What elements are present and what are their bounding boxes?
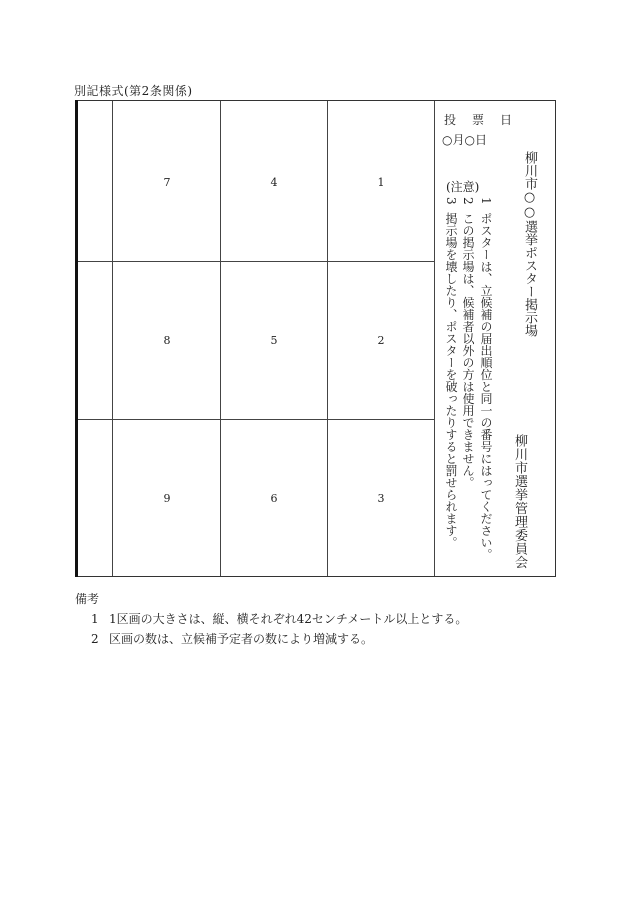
poster-slot-6: 6 [270, 492, 278, 505]
remark-text: 区画の数は、立候補予定者の数により増減する。 [109, 632, 374, 646]
poster-slot-4: 4 [270, 176, 278, 189]
poster-slot-9: 9 [163, 492, 171, 505]
board-title: 柳川市○○選挙ポスター掲示場 [522, 151, 537, 337]
remarks-section [75, 589, 467, 649]
poster-slot-5: 5 [270, 334, 278, 347]
poster-slot-1: 1 [377, 176, 385, 189]
grid-line [434, 101, 435, 576]
form-heading: 別記様式(第2条関係) [74, 84, 193, 98]
notice-2 [461, 197, 475, 488]
remark-text: 1区画の大きさは、縦、横それぞれ42センチメートル以上とする。 [109, 612, 468, 626]
grid-line [76, 261, 435, 262]
issuer-name: 柳川市選挙管理委員会 [512, 434, 527, 569]
remark-number: 1 [91, 612, 99, 626]
remark-item [75, 609, 467, 629]
poster-slot-2: 2 [377, 334, 385, 347]
notice-1-text: ポスターは、立候補の届出順位と同一の番号にはってください。 [479, 212, 493, 561]
notice-title: (注意) [446, 180, 480, 194]
poster-slot-8: 8 [163, 334, 171, 347]
notice-3-text: 掲示場を壊したり、ポスターを破ったりすると罰せられます。 [444, 212, 458, 549]
vote-date-value: ○月○日 [442, 133, 487, 147]
notice-1-number: 1 [479, 197, 493, 205]
notice-1 [479, 197, 493, 560]
notice-2-number: 2 [461, 197, 475, 205]
poster-board [75, 100, 556, 577]
poster-slot-7: 7 [163, 176, 171, 189]
notice-3-number: 3 [444, 197, 458, 205]
remark-item [75, 629, 467, 649]
poster-slot-3: 3 [377, 492, 385, 505]
notice-2-text: この掲示場は、候補者以外の方は使用できません。 [461, 212, 475, 489]
remark-number: 2 [91, 632, 99, 646]
vote-date-label: 投 票 日 [444, 113, 515, 127]
notice-3 [444, 197, 458, 548]
remarks-title: 備考 [75, 592, 100, 606]
grid-line [112, 101, 113, 576]
board-left-edge [75, 100, 78, 577]
grid-line [76, 419, 435, 420]
